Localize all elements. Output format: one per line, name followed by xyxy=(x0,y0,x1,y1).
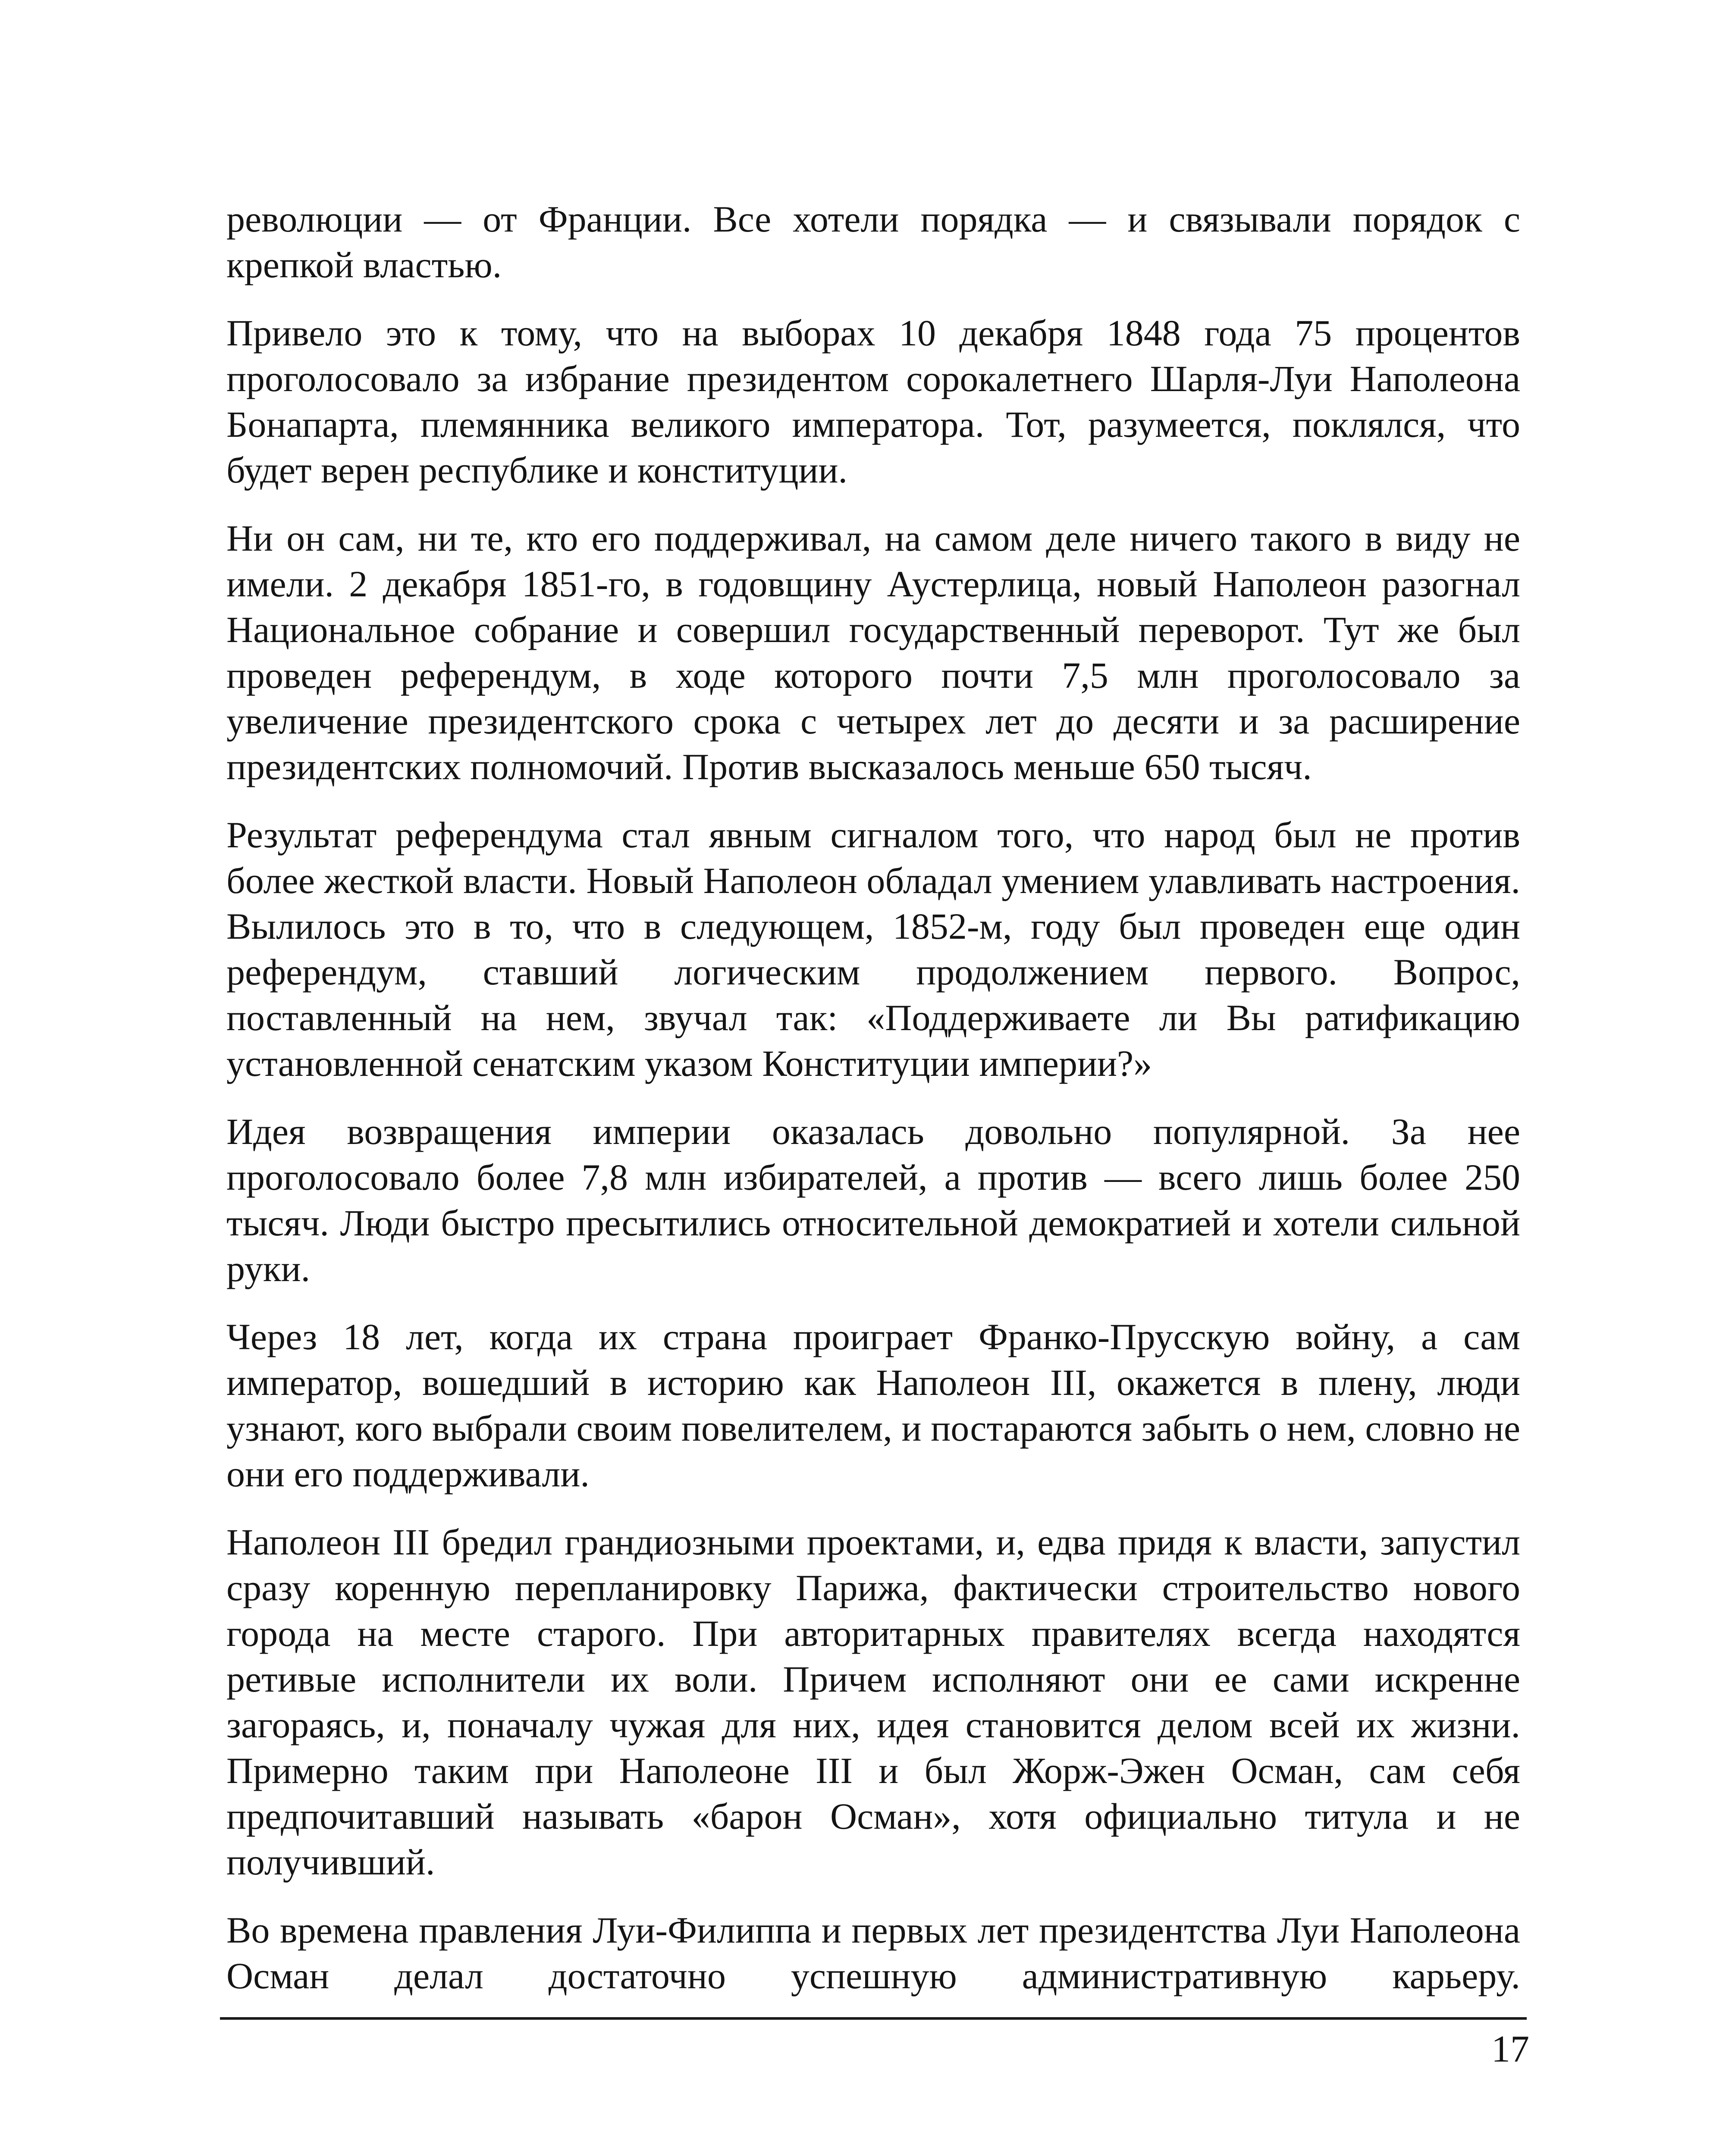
paragraph: Идея возвращения империи оказалась довольно популярной. За нее проголосовало более 7,8 млн избирателей, а против — всего лишь более 250 тысяч. Люди быстро пресытились относительной демократией и хотели сильной руки. xyxy=(226,1111,1520,1289)
body-text xyxy=(226,196,1520,1999)
paragraph: Результат референдума стал явным сигналом того, что народ был не против более жесткой власти. Новый Наполеон обладал умением улавливать настроения. Вылилось это в то, что в следующем, 1852-м, году был проведен еще один референдум, ставший логическим продолжением первого. Вопрос, поставленный на нем, звучал так: «Поддерживаете ли Вы ратификацию установленной сенатским указом Конституции империи?» xyxy=(226,814,1520,1084)
paragraph: Наполеон III бредил грандиозными проектами, и, едва придя к власти, запустил сразу коренную перепланировку Парижа, фактически строительство нового города на месте старого. При авторитарных правителях всегда находятся ретивые исполнители их воли. Причем исполняют они ее сами искренне загораясь, и, поначалу чужая для них, идея становится делом всей их жизни. Примерно таким при Наполеоне III и был Жорж-Эжен Осман, сам себя предпочитавший называть «барон Осман», хотя официально титула и не получивший. xyxy=(226,1521,1520,1883)
paragraph: революции — от Франции. Все хотели порядка — и связывали порядок с крепкой властью. xyxy=(226,198,1520,285)
paragraph: Привело это к тому, что на выборах 10 декабря 1848 года 75 процентов проголосовало за избрание президентом сорокалетнего Шарля-Луи Наполеона Бонапарта, племянника великого императора. Тот, разумеется, поклялся, что будет верен республике и конституции. xyxy=(226,312,1520,491)
paragraph: Во времена правления Луи-Филиппа и первых лет президентства Луи Наполеона Осман делал достаточно успешную административную карьеру. xyxy=(226,1909,1520,1996)
paragraph: Через 18 лет, когда их страна проиграет Франко-Прусскую войну, а сам император, вошедший в историю как Наполеон III, окажется в плену, люди узнают, кого выбрали своим повелителем, и постараются забыть о нем, словно не они его поддерживали. xyxy=(226,1316,1520,1495)
page-number: 17 xyxy=(1491,2028,1529,2070)
paragraph: Ни он сам, ни те, кто его поддерживал, на самом деле ничего такого в виду не имели. 2 декабря 1851-го, в годовщину Аустерлица, новый Наполеон разогнал Национальное собрание и совершил государственный переворот. Тут же был проведен референдум, в ходе которого почти 7,5 млн проголосовало за увеличение президентского срока с четырех лет до десяти и за расширение президентских полномочий. Против высказалось меньше 650 тысяч. xyxy=(226,517,1520,787)
footer-divider xyxy=(220,2017,1527,2020)
